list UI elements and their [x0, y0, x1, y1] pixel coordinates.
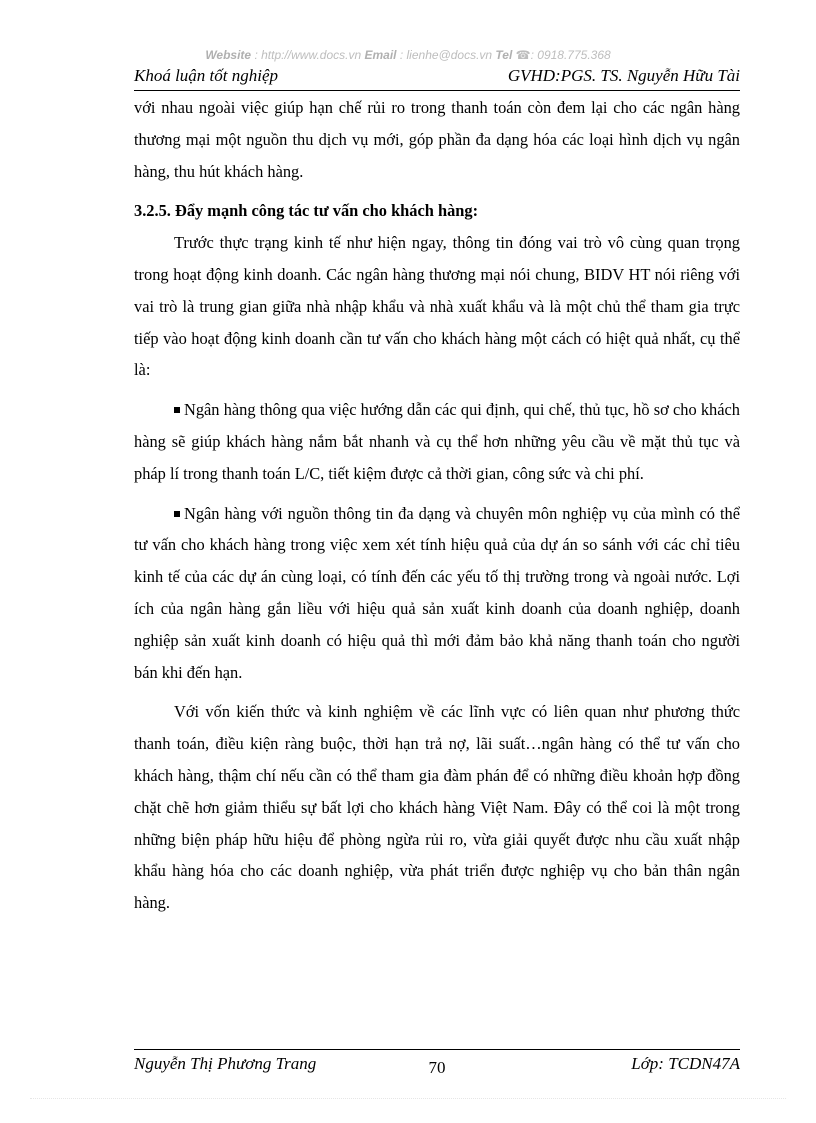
tel-label: Tel	[495, 48, 513, 62]
website-label: Website	[205, 48, 252, 62]
header-supervisor: GVHD:PGS. TS. Nguyễn Hữu Tài	[507, 66, 740, 85]
page-number: 70	[428, 1058, 446, 1077]
email-address[interactable]: : lienhe@docs.vn	[396, 48, 496, 62]
square-bullet-icon	[174, 407, 180, 413]
bullet-item-2-text: Ngân hàng với nguồn thông tin đa dạng và chuyên môn nghiệp vụ của mình có thể tư vấn cho khách hàng trong việc xem xét tính hiệu quả của dự án so sánh với các chỉ tiêu kinh tế của các dự án cùng loại, có tính đến các yếu tố thị trường trong và ngoài nước. Lợi ích của ngân hàng gắn liều với hiệu quả sản xuất kinh doanh của doanh nghiệp, doanh nghiệp sản xuất kinh doanh có hiệu quả thì mới đảm bảo khả năng thanh toán cho người bán khi đến hạn.	[134, 503, 740, 682]
page-body	[134, 92, 740, 919]
bullet-item-1	[134, 394, 740, 489]
bottom-dotted-divider	[30, 1098, 786, 1099]
header-thesis-title: Khoá luận tốt nghiệp	[134, 66, 279, 85]
phone-number: ☎: 0918.775.368	[512, 48, 611, 62]
paragraph-conclusion: Với vốn kiến thức và kinh nghiệm về các lĩnh vực có liên quan như phương thức thanh toán, điều kiện ràng buộc, thời hạn trả nợ, lãi suất…ngân hàng có thể tư vấn cho khách hàng, thậm chí nếu cần có thể tham gia đàm phán để có những điều khoản hợp đồng chặt chẽ hơn giảm thiểu sự bất lợi cho khách hàng Việt Nam. Đây có thể coi là một trong những biện pháp hữu hiệu để phòng ngừa rủi ro, vừa giải quyết được nhu cầu xuất nhập khẩu hàng hóa cho các doanh nghiệp, vừa phát triển được nghiệp vụ cho bản thân ngân hàng.	[134, 702, 740, 913]
website-url[interactable]: : http://www.docs.vn	[251, 48, 365, 62]
bullet-item-2	[134, 498, 740, 689]
footer-class: Lớp: TCDN47A	[631, 1054, 740, 1073]
email-label: Email	[364, 48, 397, 62]
footer-author: Nguyễn Thị Phương Trang	[134, 1054, 317, 1073]
section-heading: 3.2.5. Đẩy mạnh công tác tư vấn cho khách hàng:	[134, 201, 479, 221]
square-bullet-icon	[174, 511, 180, 517]
page-footer	[134, 1049, 740, 1076]
bullet-item-1-text: Ngân hàng thông qua việc hướng dẫn các qui định, qui chế, thủ tục, hồ sơ cho khách hàng sẽ giúp khách hàng nắm bắt nhanh và cụ thể hơn những yêu cầu về mặt thủ tục và pháp lí trong thanh toán L/C, tiết kiệm được cả thời gian, công sức và chi phí.	[134, 400, 740, 483]
paragraph-intro: Trước thực trạng kinh tế như hiện ngay, thông tin đóng vai trò vô cùng quan trọng trong hoạt động kinh doanh. Các ngân hàng thương mại nói chung, BIDV HT nói riêng với vai trò là trung gian giữa nhà nhập khẩu và nhà xuất khẩu và là một chủ thể tham gia trực tiếp vào hoạt động kinh doanh cần tư vấn cho khách hàng một cách có hiệt quả nhất, cụ thể là:	[134, 233, 740, 380]
paragraph-continued: với nhau ngoài việc giúp hạn chế rủi ro trong thanh toán còn đem lại cho các ngân hàng thương mại một nguồn thu dịch vụ mới, góp phần đa dạng hóa các loại hình dịch vụ ngân hàng, thu hút khách hàng.	[134, 98, 740, 181]
website-bar	[0, 48, 816, 62]
page-header	[134, 66, 740, 91]
